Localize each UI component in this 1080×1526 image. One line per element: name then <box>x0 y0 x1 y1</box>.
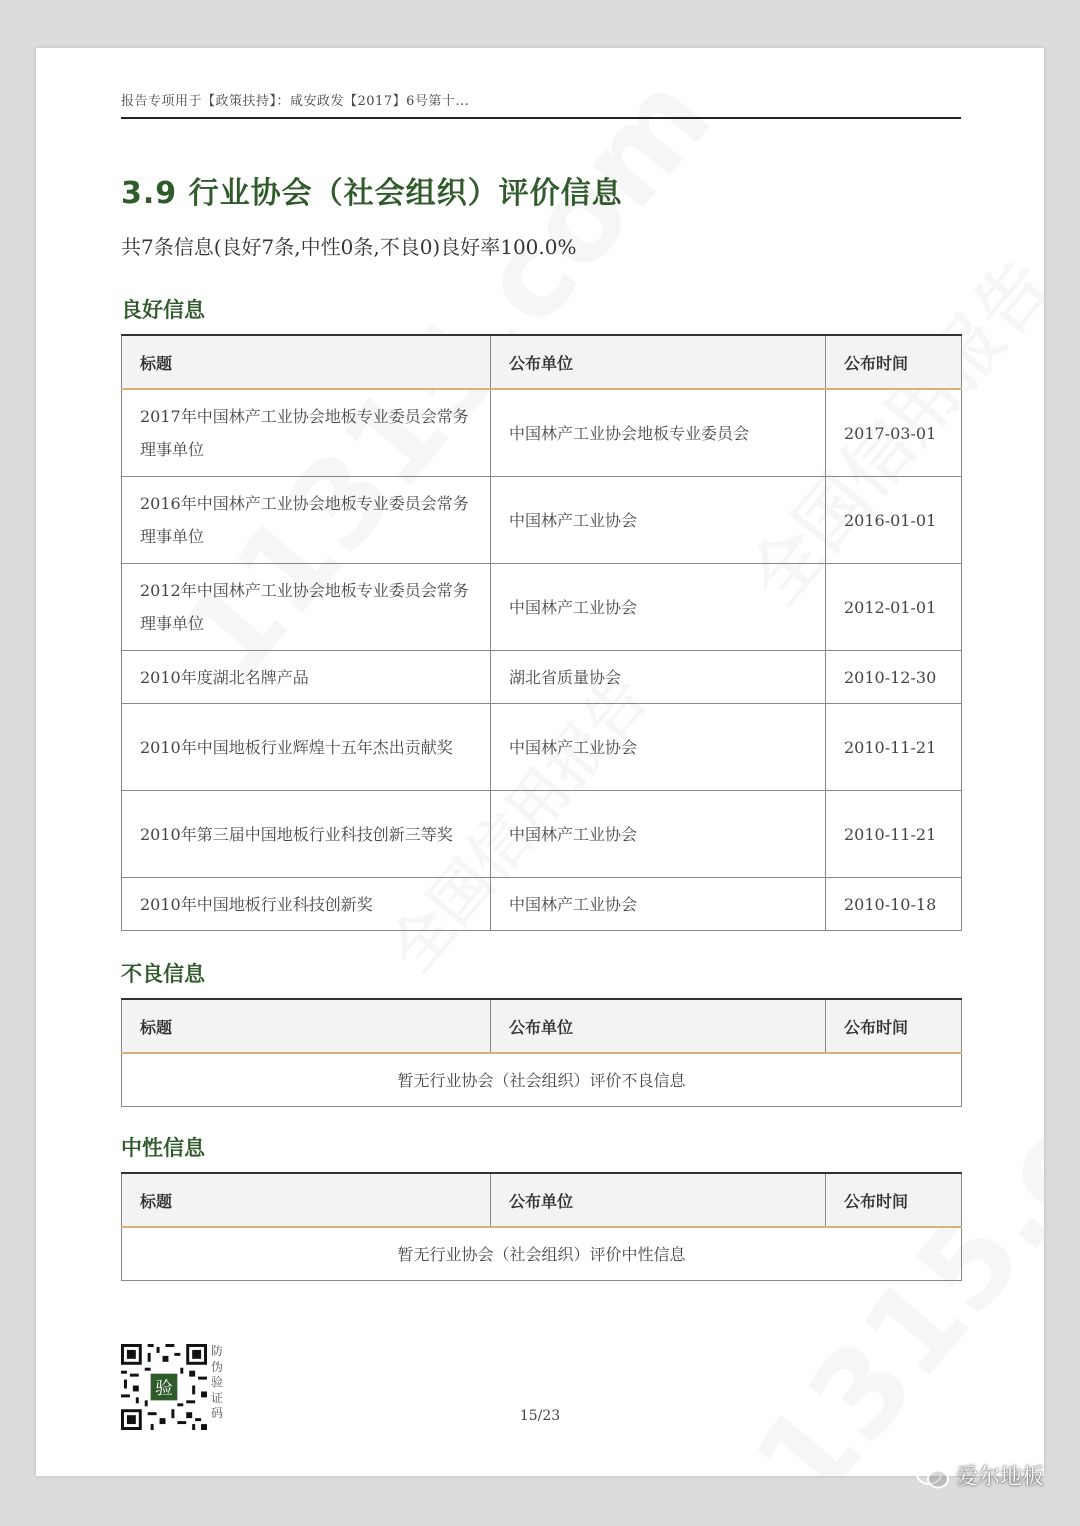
row-publisher: 中国林产工业协会 <box>491 564 826 651</box>
column-header-date: 公布时间 <box>826 1173 962 1227</box>
row-date: 2010-12-30 <box>826 651 962 704</box>
good-info-table <box>121 334 962 931</box>
row-publisher: 湖北省质量协会 <box>491 651 826 704</box>
page-number: 15/23 <box>519 1408 561 1424</box>
bad-info-table <box>121 998 962 1107</box>
row-title: 2016年中国林产工业协会地板专业委员会常务理事单位 <box>122 477 491 564</box>
table-row <box>122 477 962 564</box>
column-header-title: 标题 <box>122 1173 491 1227</box>
good-info-heading: 良好信息 <box>121 298 205 322</box>
column-header-date: 公布时间 <box>826 999 962 1053</box>
wechat-badge <box>916 1460 1044 1491</box>
table-row <box>122 389 962 477</box>
column-header-publisher: 公布单位 <box>491 335 826 389</box>
row-date: 2010-11-21 <box>826 704 962 791</box>
qr-center-label: 验 <box>155 1377 173 1399</box>
row-publisher: 中国林产工业协会地板专业委员会 <box>491 389 826 477</box>
table-header-row <box>122 1173 962 1227</box>
document-page <box>36 48 1044 1476</box>
empty-message: 暂无行业协会（社会组织）评价中性信息 <box>122 1227 962 1281</box>
column-header-publisher: 公布单位 <box>491 1173 826 1227</box>
page-header: 报告专项用于【政策扶持】：咸安政发【2017】6号第十... <box>121 90 961 119</box>
row-title: 2017年中国林产工业协会地板专业委员会常务理事单位 <box>122 389 491 477</box>
neutral-info-heading: 中性信息 <box>121 1136 205 1160</box>
column-header-title: 标题 <box>122 999 491 1053</box>
row-publisher: 中国林产工业协会 <box>491 791 826 878</box>
table-row <box>122 878 962 931</box>
table-header-row <box>122 335 962 389</box>
row-publisher: 中国林产工业协会 <box>491 477 826 564</box>
row-title: 2010年中国地板行业科技创新奖 <box>122 878 491 931</box>
row-date: 2010-11-21 <box>826 791 962 878</box>
table-row-empty <box>122 1053 962 1107</box>
table-row <box>122 651 962 704</box>
bad-info-heading: 不良信息 <box>121 962 205 986</box>
column-header-title: 标题 <box>122 335 491 389</box>
table-row <box>122 791 962 878</box>
neutral-info-table <box>121 1172 962 1281</box>
row-publisher: 中国林产工业协会 <box>491 704 826 791</box>
row-date: 2016-01-01 <box>826 477 962 564</box>
column-header-publisher: 公布单位 <box>491 999 826 1053</box>
wechat-icon <box>916 1462 950 1490</box>
row-date: 2017-03-01 <box>826 389 962 477</box>
table-row-empty <box>122 1227 962 1281</box>
row-title: 2010年第三届中国地板行业科技创新三等奖 <box>122 791 491 878</box>
section-title: 3.9 行业协会（社会组织）评价信息 <box>121 176 623 211</box>
account-name: 爱尔地板 <box>955 1465 1044 1490</box>
row-title: 2012年中国林产工业协会地板专业委员会常务理事单位 <box>122 564 491 651</box>
column-header-date: 公布时间 <box>826 335 962 389</box>
row-title: 2010年度湖北名牌产品 <box>122 651 491 704</box>
row-publisher: 中国林产工业协会 <box>491 878 826 931</box>
summary-text: 共7条信息(良好7条,中性0条,不良0)良好率100.0% <box>121 235 577 259</box>
table-header-row <box>122 999 962 1053</box>
row-date: 2010-10-18 <box>826 878 962 931</box>
table-row <box>122 564 962 651</box>
row-title: 2010年中国地板行业辉煌十五年杰出贡献奖 <box>122 704 491 791</box>
table-row <box>122 704 962 791</box>
qr-label: 防伪验证码 <box>211 1344 224 1420</box>
empty-message: 暂无行业协会（社会组织）评价不良信息 <box>122 1053 962 1107</box>
row-date: 2012-01-01 <box>826 564 962 651</box>
